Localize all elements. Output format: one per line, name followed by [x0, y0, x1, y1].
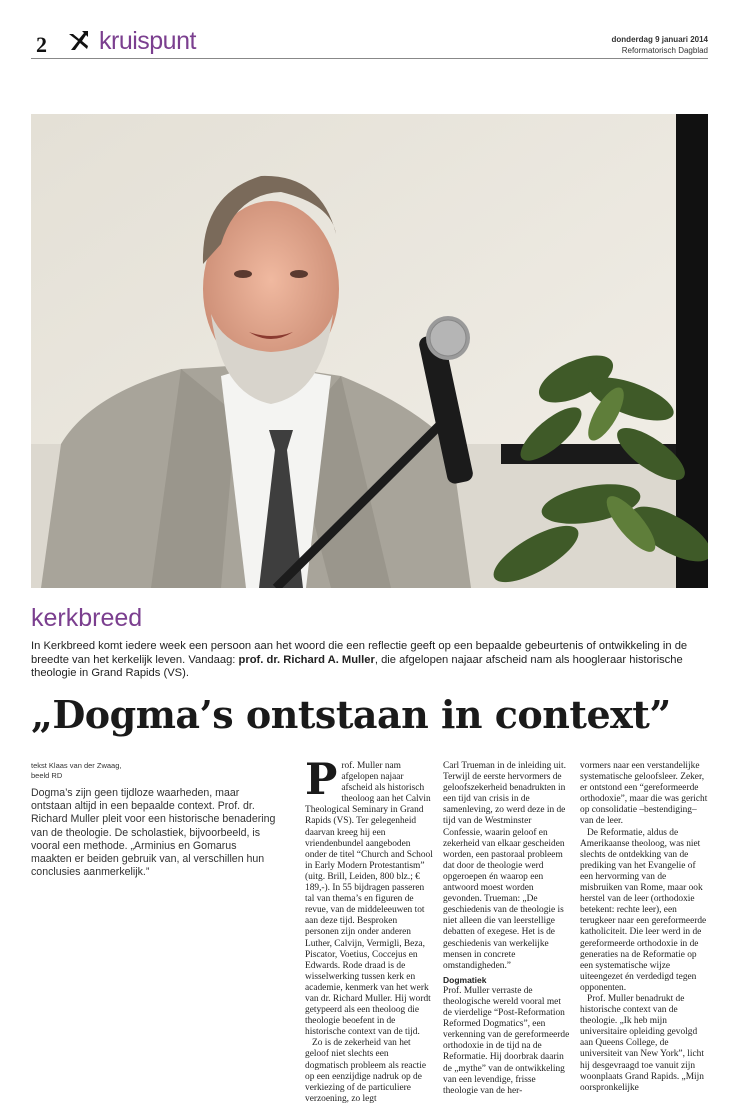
- subheading: Dogmatiek: [443, 974, 487, 985]
- body-paragraph: De Reformatie, aldus de Amerikaanse theoloog, was niet slechts de ontdekking van de prediking van het Evangelie of een hervorming van de misbruiken van Rome, maar ook herstel van de leer (orthodoxie betekent: rechte leer), een terugkeer naar een gereformeerde katholiciteit. Die leer werd in de gereformeerde orthodoxie in de generaties na de Reformatie op een systematische wijze uiteengezet én verdedigd tegen opponenten.: [580, 827, 707, 993]
- body-column-2: [443, 761, 571, 1097]
- body-paragraph: Zo is de zekerheid van het geloof niet slechts een dogmatisch probleem als reactie op een eenzijdige nadruk op de verkiezing of de particuliere verzoening, zo legt: [305, 1038, 427, 1104]
- body-paragraph: Carl Trueman in de inleiding uit. Terwijl de eerste hervormers de geloofszekerheid benadrukten in een tijd van crisis in de samenleving, zo werd deze in de tijd van de Westminster Confessie, waarin geloof en zekerheid van elkaar gescheiden worden, een pastoraal probleem dat door de theologie werd opgeroepen én waarop een antwoord moest worden gevonden. Trueman: „De geschiedenis van de theologie is niet alleen die van leerstellige debatten of exegese. Het is de geschiedenis van werkelijke mensen in concrete omstandigheden.”: [443, 761, 566, 971]
- article-credits: [31, 761, 121, 781]
- article-headline: „Dogma’s ontstaan in context”: [31, 692, 671, 737]
- intro-person-name: prof. dr. Richard A. Muller: [238, 653, 375, 666]
- page-number: 2: [36, 32, 47, 57]
- rubric-title: kerkbreed: [31, 604, 143, 632]
- body-column-3: [580, 761, 708, 1094]
- body-paragraph: Prof. Muller verraste de theologische wereld vooral met de vierdelige “Post-Reformation Reformed Dogmatics”, een verkenning van de gereformeerde orthodoxie in de tijd na de Reformatie. Hij doorbrak daarin de „mythe” van de ontwikkeling van een levendige, frisse theologie van de her-: [443, 985, 570, 1096]
- section-title: kruispunt: [99, 27, 196, 55]
- body-paragraph: vormers naar een verstandelijke systematische geloofsleer. Zeker, er ontstond een “gereformeerde orthodoxie”, maar die was gericht op consolidatie –bestendiging– van de leer.: [580, 761, 708, 827]
- publication-name: Reformatorisch Dagblad: [621, 46, 708, 55]
- issue-date: donderdag 9 januari 2014: [611, 35, 708, 44]
- page-header: [31, 28, 708, 59]
- body-column-1: [305, 755, 433, 1105]
- rubric-intro: [31, 640, 708, 681]
- article-lead: Dogma’s zijn geen tijdloze waarheden, maar ontstaan altijd in een bepaalde context. Prof. dr. Richard Muller pleit voor een historische benadering van de theologie. De scholastiek, bijvoorbeeld, is vooral een methode. „Arminius en Gomarus maakten er beiden gebruik van, al verschillen hun conclusies aanmerkelijk.”: [31, 787, 276, 879]
- drop-cap: P: [305, 755, 338, 805]
- credit-photo: beeld RD: [31, 771, 63, 780]
- kruispunt-logo-icon: [67, 30, 89, 52]
- intro-text-2: , die afgelopen najaar afscheid nam als hoogleraar historische theologie in Grand Rapids (VS).: [31, 653, 683, 679]
- intro-text-1: In Kerkbreed komt iedere week een persoon aan het woord die een reflectie geeft op een bepaalde gebeurtenis of ontwikkeling in de breedte van het kerkelijk leven. Vandaag:: [31, 640, 688, 666]
- body-paragraph: Prof. Muller benadrukt de historische context van de theologie. „Ik heb mijn universitaire opleiding gevolgd aan Queens College, de universiteit van New York”, licht hij desgevraagd toe vanuit zijn woonplaats Grand Rapids. „Mijn oorspronkelijke: [580, 993, 704, 1093]
- credit-text: tekst Klaas van der Zwaag,: [31, 761, 122, 770]
- article-photo: [31, 114, 708, 588]
- body-paragraph: rof. Muller nam afgelopen najaar afscheid als historisch theoloog aan het Calvin Theological Seminary in Grand Rapids (VS). Ter gelegenheid daarvan kreeg hij een vriendenbundel aangeboden onder de titel “Church and School in Early Modern Protestantism” (uitg. Brill, Leiden, 800 blz.; € 189,-). In 55 bijdragen passeren tal van thema’s en figuren de revue, van de middeleeuwen tot aan deze tijd. Besproken personen zijn onder anderen Luther, Calvijn, Vermigli, Beza, Piscator, Voetius, Coccejus en Edwards. Rode draad is de wisselwerking tussen kerk en academie, kenmerk van het werk van dr. Richard Muller. Hij wordt getypeerd als een theoloog die theologie beoefent in de historische context van de tijd.: [305, 761, 433, 1038]
- date-block: [612, 34, 708, 56]
- speaker-at-microphone-photo: [31, 114, 708, 588]
